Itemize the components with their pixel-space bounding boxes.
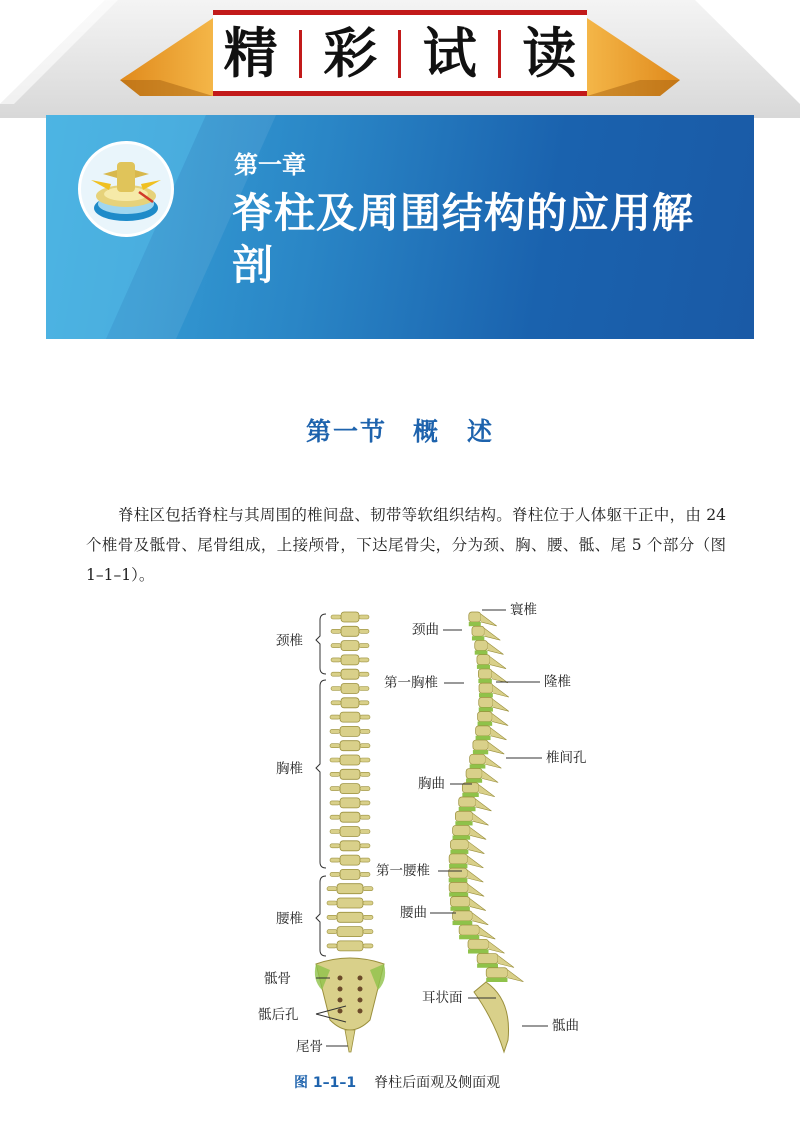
transverse-process: [331, 629, 341, 633]
lateral-disc: [449, 864, 467, 868]
lateral-disc: [469, 622, 481, 626]
spinous-process: [470, 827, 486, 839]
transverse-process: [330, 772, 340, 776]
lateral-disc: [459, 807, 476, 811]
spinous-process: [479, 927, 495, 939]
posterior-vertebra: [340, 827, 360, 837]
transverse-process: [360, 758, 370, 762]
lateral-vertebra: [449, 868, 468, 878]
transverse-process: [360, 872, 370, 876]
spinous-process: [467, 856, 483, 868]
label-cervical: 颈椎: [276, 633, 303, 649]
section-heading: [0, 412, 800, 448]
transverse-process: [363, 944, 373, 948]
spinous-process: [484, 628, 500, 640]
lateral-vertebra: [472, 626, 484, 636]
lateral-vertebra: [468, 939, 489, 949]
transverse-process: [360, 715, 370, 719]
lateral-disc: [478, 722, 493, 726]
posterior-vertebra: [337, 898, 363, 908]
label-sacrum: 骶骨: [264, 971, 291, 987]
transverse-process: [363, 887, 373, 891]
banner-separator: [299, 30, 302, 78]
spinous-process: [489, 941, 505, 953]
label-thoracic: 胸椎: [276, 761, 303, 777]
lateral-vertebra: [459, 797, 476, 807]
transverse-process: [359, 629, 369, 633]
lateral-vertebra: [450, 840, 468, 850]
lateral-disc: [450, 907, 469, 911]
spinous-process: [487, 642, 503, 654]
spinous-process: [493, 699, 509, 711]
transverse-process: [327, 944, 337, 948]
transverse-process: [330, 858, 340, 862]
lateral-sacrum: [474, 982, 509, 1052]
sacral-foramen: [338, 976, 343, 981]
lateral-disc: [468, 949, 489, 953]
label-intervertebral-foramen: 椎间孔: [546, 750, 587, 766]
spinous-process: [492, 714, 508, 726]
transverse-process: [359, 701, 369, 705]
label-lumbar-curve: 腰曲: [400, 905, 427, 921]
transverse-process: [331, 658, 341, 662]
lateral-vertebra: [476, 726, 491, 736]
posterior-vertebra: [341, 641, 359, 651]
label-cervical-curve: 颈曲: [412, 622, 439, 638]
posterior-vertebra: [340, 755, 360, 765]
spinous-process: [476, 799, 492, 811]
label-sacral-curve: 骶曲: [552, 1018, 579, 1034]
spinous-process: [472, 913, 488, 925]
transverse-process: [331, 687, 341, 691]
transverse-process: [327, 887, 337, 891]
label-first-thoracic: 第一胸椎: [384, 675, 438, 691]
transverse-process: [330, 830, 340, 834]
spinous-process: [468, 884, 484, 896]
lateral-view: [449, 612, 524, 1052]
transverse-process: [330, 815, 340, 819]
lateral-disc: [453, 921, 473, 925]
lateral-vertebra: [450, 897, 469, 907]
spinous-process: [473, 813, 489, 825]
lateral-vertebra: [449, 854, 467, 864]
transverse-process: [330, 872, 340, 876]
section-title: 概 述: [413, 417, 495, 446]
figure-number: 图 1–1–1: [294, 1075, 357, 1091]
transverse-process: [360, 815, 370, 819]
spinous-process: [492, 671, 508, 683]
posterior-vertebra: [337, 927, 363, 937]
lateral-disc: [453, 835, 471, 839]
transverse-process: [331, 615, 341, 619]
spinous-process: [481, 614, 497, 626]
lateral-vertebra: [477, 655, 490, 665]
transverse-process: [359, 687, 369, 691]
sacral-foramen: [358, 987, 363, 992]
sacral-foramen: [338, 1009, 343, 1014]
transverse-process: [360, 801, 370, 805]
transverse-process: [360, 858, 370, 862]
lateral-disc: [479, 707, 493, 711]
lateral-vertebra: [470, 754, 486, 764]
banner-title: [213, 16, 587, 92]
posterior-vertebra: [340, 812, 360, 822]
transverse-process: [331, 672, 341, 676]
label-thoracic-curve: 胸曲: [418, 776, 445, 792]
spinous-process: [482, 771, 498, 783]
lateral-disc: [476, 736, 491, 740]
posterior-view: [315, 612, 385, 1052]
posterior-vertebra: [340, 769, 360, 779]
transverse-process: [330, 801, 340, 805]
transverse-process: [359, 672, 369, 676]
transverse-process: [363, 901, 373, 905]
posterior-vertebra: [337, 912, 363, 922]
lateral-disc: [478, 679, 491, 683]
lateral-disc: [450, 850, 468, 854]
lateral-vertebra: [453, 911, 473, 921]
spinous-process: [493, 685, 509, 697]
spinous-process: [488, 742, 504, 754]
spinous-process: [491, 728, 507, 740]
lateral-disc: [459, 935, 479, 939]
transverse-process: [331, 644, 341, 648]
chapter-title: 脊柱及周围结构的应用解剖: [232, 189, 694, 289]
posterior-vertebra: [340, 741, 360, 751]
transverse-process: [330, 758, 340, 762]
lateral-disc: [477, 665, 490, 669]
transverse-process: [363, 915, 373, 919]
spinous-process: [468, 842, 484, 854]
transverse-process: [331, 701, 341, 705]
posterior-vertebra: [337, 941, 363, 951]
lateral-disc: [455, 821, 472, 825]
posterior-vertebra: [341, 626, 359, 636]
spinous-process: [470, 899, 486, 911]
posterior-vertebra: [341, 698, 359, 708]
lateral-vertebra: [477, 954, 498, 964]
lateral-vertebra: [473, 740, 488, 750]
transverse-process: [327, 901, 337, 905]
lateral-disc: [479, 693, 493, 697]
transverse-process: [330, 844, 340, 848]
lateral-disc: [472, 636, 484, 640]
sacral-foramen: [338, 987, 343, 992]
lateral-vertebra: [479, 683, 493, 693]
posterior-vertebra: [341, 684, 359, 694]
label-coccyx: 尾骨: [296, 1039, 323, 1055]
transverse-process: [330, 729, 340, 733]
lateral-disc: [473, 750, 488, 754]
figure-caption-text: 脊柱后面观及侧面观: [374, 1075, 501, 1091]
lateral-vertebra: [455, 811, 472, 821]
body-paragraph: 脊柱区包括脊柱与其周围的椎间盘、韧带等软组织结构。脊柱位于人体躯干正中，由 24 个椎骨及骶骨、尾骨组成，上接颅骨，下达尾骨尖，分为颈、胸、腰、骶、尾 5 个部分（图 1–1–1）。: [86, 506, 726, 584]
lateral-disc: [475, 650, 488, 654]
lateral-vertebra: [475, 640, 488, 650]
posterior-vertebra: [340, 726, 360, 736]
spine-figure: [250, 600, 600, 1070]
sacral-foramen: [358, 976, 363, 981]
transverse-process: [363, 930, 373, 934]
transverse-process: [330, 744, 340, 748]
sacral-foramen: [358, 998, 363, 1003]
lateral-disc: [477, 964, 498, 968]
chapter-header: [46, 115, 754, 339]
spinous-process: [479, 785, 495, 797]
transverse-process: [360, 729, 370, 733]
transverse-process: [360, 772, 370, 776]
coccyx-shape: [345, 1030, 355, 1052]
posterior-vertebra: [340, 784, 360, 794]
lateral-vertebra: [478, 669, 491, 679]
posterior-vertebra: [337, 884, 363, 894]
lateral-vertebra: [466, 769, 482, 779]
transverse-process: [330, 787, 340, 791]
banner-char: 精: [223, 22, 278, 85]
transverse-process: [359, 644, 369, 648]
banner-char: 读: [522, 22, 577, 85]
transverse-process: [327, 930, 337, 934]
transverse-process: [360, 830, 370, 834]
transverse-process: [360, 787, 370, 791]
lateral-vertebra: [479, 697, 493, 707]
lateral-disc: [449, 878, 468, 882]
label-atlas: 寰椎: [510, 602, 537, 618]
spinous-process: [507, 970, 523, 982]
lateral-disc: [462, 793, 478, 797]
lateral-disc: [449, 892, 468, 896]
transverse-process: [360, 744, 370, 748]
transverse-process: [330, 715, 340, 719]
transverse-process: [360, 844, 370, 848]
spinous-process: [485, 756, 501, 768]
posterior-vertebra: [341, 612, 359, 622]
spine-vertebra-icon: [78, 141, 174, 237]
lateral-disc: [470, 764, 486, 768]
posterior-vertebra: [340, 712, 360, 722]
banner-char: 试: [422, 22, 477, 85]
lateral-vertebra: [486, 968, 507, 978]
label-auricular-surface: 耳状面: [422, 990, 463, 1006]
figure-caption: [294, 1072, 500, 1092]
label-vertebra-prominens: 隆椎: [544, 674, 571, 690]
banner-char: 彩: [323, 22, 378, 85]
posterior-vertebra: [341, 669, 359, 679]
posterior-vertebra: [340, 869, 360, 879]
body-text: [86, 500, 726, 590]
sacral-foramen: [358, 1009, 363, 1014]
posterior-vertebra: [340, 798, 360, 808]
banner-separator: [498, 30, 501, 78]
spinous-process: [498, 956, 514, 968]
posterior-vertebra: [340, 841, 360, 851]
lateral-disc: [486, 978, 507, 982]
label-first-lumbar: 第一腰椎: [376, 863, 430, 879]
lateral-vertebra: [478, 712, 493, 722]
posterior-vertebra: [340, 855, 360, 865]
region-brackets: [316, 614, 326, 956]
lateral-vertebra: [459, 925, 479, 935]
spinous-process: [490, 657, 506, 669]
sacral-foramen: [338, 998, 343, 1003]
section-number: 第一节: [305, 417, 387, 446]
transverse-process: [359, 615, 369, 619]
label-lumbar: 腰椎: [276, 911, 303, 927]
lateral-vertebra: [453, 825, 471, 835]
lateral-vertebra: [449, 882, 468, 892]
label-sacral-foramina: 骶后孔: [258, 1007, 299, 1023]
transverse-process: [359, 658, 369, 662]
banner-separator: [398, 30, 401, 78]
lateral-vertebra: [469, 612, 481, 622]
lateral-disc: [466, 779, 482, 783]
spinous-process: [467, 870, 483, 882]
transverse-process: [327, 915, 337, 919]
posterior-vertebra: [341, 655, 359, 665]
chapter-number: 第一章: [234, 151, 306, 179]
preview-banner: [0, 0, 800, 118]
